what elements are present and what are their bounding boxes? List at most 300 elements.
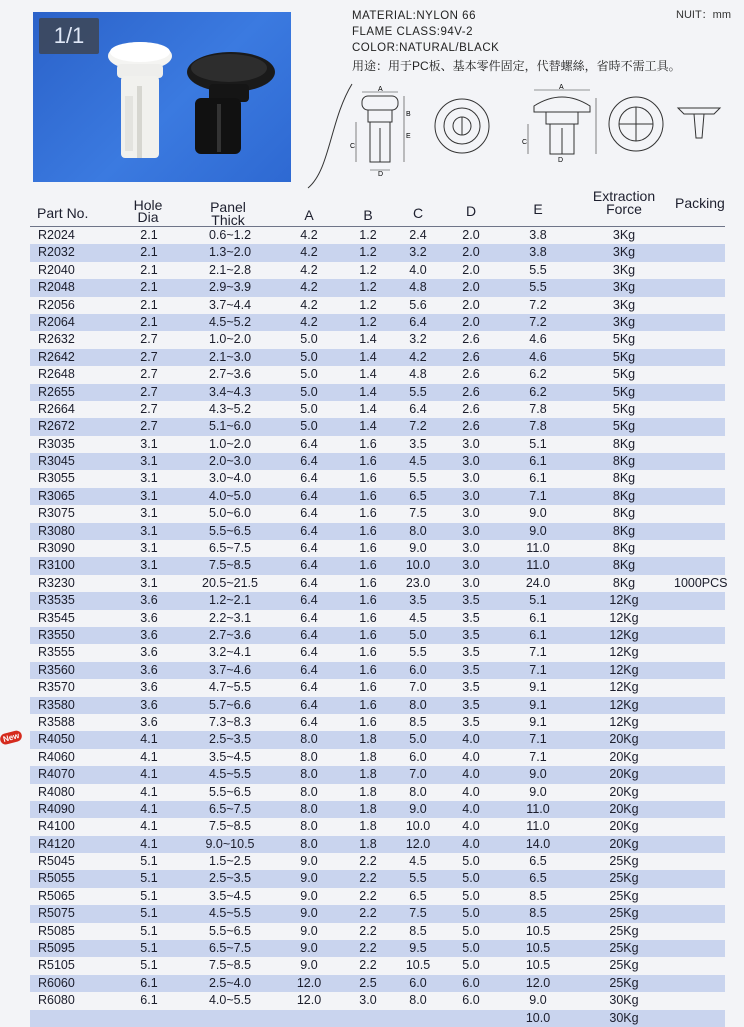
cell-e: 11.0 [526,558,550,573]
cell-d: 2.0 [462,262,480,277]
cell-d: 2.6 [462,367,480,382]
cell-force: 8Kg [612,506,636,521]
cell-hole: 3.6 [140,697,158,712]
cell-b: 1.2 [359,280,377,295]
cell-d: 5.0 [462,854,480,869]
cell-a: 6.4 [300,645,318,660]
cell-part: R5075 [38,906,75,921]
cell-force: 8Kg [612,436,636,451]
table-row [30,610,725,627]
table-row [30,697,725,714]
cell-a: 6.4 [300,593,318,608]
cell-e: 3.8 [529,245,547,260]
cell-a: 4.2 [300,297,318,312]
cell-c: 5.5 [409,471,427,486]
cell-d: 4.0 [462,732,480,747]
cell-c: 4.5 [409,610,427,625]
cell-force: 3Kg [612,245,636,260]
cell-c: 8.5 [409,923,427,938]
cell-force: 12Kg [609,662,639,677]
table-row [30,592,725,609]
cell-c: 7.5 [409,906,427,921]
cell-a: 6.4 [300,697,318,712]
cell-hole: 2.1 [140,280,158,295]
cell-part: R2664 [38,401,75,416]
cell-d: 4.0 [462,784,480,799]
cell-part: R3100 [38,558,75,573]
cell-part: R3055 [38,471,75,486]
table-row [30,314,725,331]
cell-e: 7.1 [529,732,547,747]
cell-hole: 3.1 [140,541,158,556]
cell-part: R5085 [38,923,75,938]
cell-force: 20Kg [609,836,639,851]
spec-block [352,8,681,74]
cell-force: 12Kg [609,610,639,625]
cell-panel: 6.5~7.5 [208,941,252,956]
cell-b: 1.6 [359,454,377,469]
cell-hole: 6.1 [140,993,158,1008]
cell-e: 9.1 [529,680,547,695]
cell-part: R5095 [38,941,75,956]
cell-c: 4.5 [409,454,427,469]
cell-part: R2032 [38,245,75,260]
cell-c: 7.5 [409,506,427,521]
new-badge: New [0,730,23,746]
cell-c: 9.5 [409,941,427,956]
cell-part: R2040 [38,262,75,277]
cell-force: 5Kg [612,349,636,364]
cell-part: R2024 [38,228,75,242]
cell-d: 3.0 [462,454,480,469]
cell-panel: 4.3~5.2 [208,401,252,416]
cell-a: 9.0 [300,923,318,938]
cell-part: R2642 [38,349,75,364]
cell-e: 7.2 [529,314,547,329]
cell-hole: 4.1 [140,819,158,834]
cell-c: 3.2 [409,332,427,347]
cell-hole: 3.1 [140,454,158,469]
cell-d: 3.5 [462,645,480,660]
cell-part: R5065 [38,888,75,903]
cell-a: 8.0 [300,749,318,764]
cell-e: 5.1 [529,436,547,451]
cell-a: 9.0 [300,941,318,956]
cell-part: R2655 [38,384,75,399]
cell-force: 3Kg [612,314,636,329]
cell-force: 20Kg [609,819,639,834]
table-row [30,349,725,366]
cell-d: 3.0 [462,523,480,538]
cell-c: 7.0 [409,680,427,695]
rivet-install-icon [674,98,725,148]
table-body [2,227,728,1027]
cell-panel: 4.0~5.0 [208,488,252,503]
header-panel-1: Panel [210,199,246,215]
table-row [30,297,725,314]
cell-e: 14.0 [525,836,551,851]
cell-panel: 4.5~5.2 [208,314,252,329]
cell-b: 2.2 [359,941,377,956]
cell-e: 5.5 [529,262,547,277]
cell-force: 25Kg [609,941,639,956]
cell-c: 12.0 [405,836,431,851]
cell-a: 6.4 [300,541,318,556]
cell-force: 5Kg [612,332,636,347]
cell-b: 1.8 [359,819,377,834]
cell-d: 3.0 [462,436,480,451]
cell-hole: 4.1 [140,767,158,782]
cell-part: R4100 [38,819,75,834]
table-row [30,818,725,835]
cell-d: 6.0 [462,993,480,1008]
page-indicator[interactable]: 1/1 [39,18,99,54]
cell-b: 1.6 [359,541,377,556]
dim-label-c-2: C [522,139,528,146]
cell-d: 3.0 [462,575,480,590]
cell-d: 5.0 [462,888,480,903]
cell-d: 2.6 [462,401,480,416]
cell-b: 1.6 [359,680,377,695]
cell-hole: 2.7 [140,367,158,382]
cell-d: 3.5 [462,627,480,642]
cell-b: 1.2 [359,314,377,329]
cell-c: 10.0 [405,558,431,573]
cell-hole: 3.6 [140,680,158,695]
cell-hole: 3.6 [140,662,158,677]
cell-part: R4050 [38,732,75,747]
cell-e: 12.0 [525,975,551,990]
cell-a: 5.0 [300,401,318,416]
cell-part: R3550 [38,627,75,642]
cell-panel: 2.5~3.5 [208,732,252,747]
cell-a: 6.4 [300,662,318,677]
table-row [30,505,725,522]
cell-part: R3045 [38,454,75,469]
cell-force: 25Kg [609,958,639,973]
cell-a: 4.2 [300,314,318,329]
cell-c: 4.8 [409,280,427,295]
cell-c: 8.5 [409,714,427,729]
table-row [30,679,725,696]
cell-c: 6.0 [409,749,427,764]
cell-d: 3.5 [462,662,480,677]
cell-force: 5Kg [612,401,636,416]
color-text: COLOR:NATURAL/BLACK [352,42,500,54]
cell-hole: 4.1 [140,836,158,851]
table-row [30,384,725,401]
cell-hole: 3.1 [140,488,158,503]
header-c: C [412,205,424,221]
cell-panel: 3.2~4.1 [208,645,252,660]
cell-force: 3Kg [612,280,636,295]
cell-a: 6.4 [300,454,318,469]
cell-d: 2.0 [462,245,480,260]
cell-a: 8.0 [300,801,318,816]
cell-hole: 2.7 [140,401,158,416]
dim-label-b: B [406,111,411,118]
cell-hole: 2.7 [140,332,158,347]
cell-force: 25Kg [609,888,639,903]
cell-c: 4.2 [409,349,427,364]
cell-b: 1.6 [359,697,377,712]
cell-hole: 3.1 [140,506,158,521]
cell-c: 10.5 [405,958,431,973]
cell-d: 5.0 [462,958,480,973]
table-row [30,470,725,487]
cell-e: 7.1 [529,645,547,660]
cell-b: 1.8 [359,836,377,851]
cell-e: 4.6 [529,349,547,364]
cell-a: 6.4 [300,575,318,590]
cell-panel: 2.0~3.0 [208,454,252,469]
cell-d: 4.0 [462,836,480,851]
cell-hole: 5.1 [140,906,158,921]
cell-c: 2.4 [409,228,427,242]
cell-force: 12Kg [609,593,639,608]
rivet-diagram-top-1 [432,96,492,156]
cell-a: 5.0 [300,419,318,434]
cell-panel: 3.0~4.0 [208,471,252,486]
cell-c: 4.0 [409,262,427,277]
cell-d: 3.0 [462,488,480,503]
cell-e: 8.5 [529,906,547,921]
cell-b: 1.4 [359,349,377,364]
cell-force: 8Kg [612,471,636,486]
cell-d: 3.0 [462,506,480,521]
cell-a: 5.0 [300,349,318,364]
cell-hole: 2.1 [140,245,158,260]
table-row [30,905,725,922]
cell-panel: 20.5~21.5 [202,575,258,590]
dim-label-c: C [350,143,356,150]
cell-panel: 1.2~2.1 [208,593,252,608]
cell-hole: 5.1 [140,871,158,886]
cell-hole: 3.1 [140,471,158,486]
cell-c: 6.4 [409,314,427,329]
cell-d: 6.0 [462,975,480,990]
cell-d: 2.0 [462,280,480,295]
black-rivet-image [181,48,276,158]
cell-force: 5Kg [612,419,636,434]
cell-hole: 4.1 [140,801,158,816]
header-force-2: Force [606,201,642,217]
cell-c: 7.2 [409,419,427,434]
cell-force: 20Kg [609,732,639,747]
cell-panel: 4.0~5.5 [208,993,252,1008]
cell-a: 9.0 [300,958,318,973]
cell-part: R3075 [38,506,75,521]
cell-d: 3.5 [462,610,480,625]
cell-panel: 6.5~7.5 [208,541,252,556]
cell-e: 6.1 [529,471,547,486]
cell-hole: 3.1 [140,436,158,451]
cell-panel: 2.1~2.8 [208,262,252,277]
cell-force: 25Kg [609,923,639,938]
header-d: D [465,203,477,219]
cell-e: 7.8 [529,419,547,434]
cell-panel: 4.5~5.5 [208,767,252,782]
rivet-diagram-side-1 [348,86,412,176]
cell-e: 9.0 [529,767,547,782]
cell-c: 5.5 [409,645,427,660]
cell-part: R3090 [38,541,75,556]
cell-part: R3570 [38,680,75,695]
table-row [30,366,725,383]
cell-d: 2.6 [462,419,480,434]
cell-b: 1.6 [359,488,377,503]
cell-panel: 1.3~2.0 [208,245,252,260]
cell-panel: 7.3~8.3 [208,714,252,729]
cell-part: R4080 [38,784,75,799]
cell-hole: 3.1 [140,523,158,538]
cell-a: 5.0 [300,332,318,347]
cell-b: 1.6 [359,506,377,521]
cell-e: 9.0 [529,506,547,521]
cell-hole: 5.1 [140,854,158,869]
cell-d: 2.6 [462,384,480,399]
table-row [30,331,725,348]
cell-part: R6060 [38,975,75,990]
cell-b: 1.8 [359,801,377,816]
cell-b: 1.8 [359,784,377,799]
dim-label-a-2: A [559,84,564,91]
cell-b: 2.2 [359,906,377,921]
table-row [30,957,725,974]
table-row [30,557,725,574]
cell-force: 12Kg [609,680,639,695]
cell-panel: 5.7~6.6 [208,697,252,712]
cell-c: 6.5 [409,888,427,903]
cell-panel: 7.5~8.5 [208,958,252,973]
header-panel-2: Thick [211,212,245,228]
cell-b: 2.2 [359,854,377,869]
cell-force: 5Kg [612,384,636,399]
cell-a: 8.0 [300,836,318,851]
cell-e: 6.1 [529,610,547,625]
cell-c: 8.0 [409,697,427,712]
cell-e: 6.1 [529,627,547,642]
cell-part: R4120 [38,836,75,851]
cell-c: 3.5 [409,436,427,451]
cell-d: 5.0 [462,941,480,956]
cell-a: 4.2 [300,262,318,277]
cell-hole: 6.1 [140,975,158,990]
table-row [30,244,725,261]
cell-panel: 5.0~6.0 [208,506,252,521]
cell-a: 5.0 [300,367,318,382]
header-hole-1: Hole [133,197,163,213]
cell-c: 8.0 [409,523,427,538]
cell-part: R5105 [38,958,75,973]
cell-b: 1.4 [359,384,377,399]
cell-b: 1.4 [359,401,377,416]
cell-e: 11.0 [526,819,550,834]
cell-force: 8Kg [612,488,636,503]
cell-e: 3.8 [529,228,547,242]
cell-panel: 7.5~8.5 [208,819,252,834]
cell-part: R4060 [38,749,75,764]
cell-force: 12Kg [609,714,639,729]
rivet-diagram-side-2 [522,84,602,164]
cell-c: 3.5 [409,593,427,608]
cell-a: 9.0 [300,854,318,869]
cell-a: 8.0 [300,767,318,782]
cell-d: 3.0 [462,541,480,556]
cell-a: 4.2 [300,228,318,242]
cell-e: 5.5 [529,280,547,295]
cell-force: 8Kg [612,575,636,590]
cell-part: R2648 [38,367,75,382]
cell-d: 4.0 [462,819,480,834]
cell-e: 7.1 [529,662,547,677]
cell-e: 7.1 [529,488,547,503]
cell-b: 1.4 [359,419,377,434]
header-packing: Packing [675,195,725,211]
cell-c: 5.5 [409,384,427,399]
table-row [30,714,725,731]
cell-e: 10.5 [525,958,551,973]
table-row [30,279,725,296]
cell-part: R2672 [38,419,75,434]
cell-a: 8.0 [300,732,318,747]
dim-label-a: A [378,86,383,93]
cell-b: 1.4 [359,367,377,382]
cell-b: 2.5 [359,975,377,990]
cell-b: 1.6 [359,645,377,660]
cell-panel: 5.5~6.5 [208,784,252,799]
cell-panel: 4.5~5.5 [208,906,252,921]
cell-e: 9.0 [529,523,547,538]
header-b: B [363,207,373,223]
cell-b: 1.6 [359,575,377,590]
cell-a: 8.0 [300,819,318,834]
cell-part: R6080 [38,993,75,1008]
cell-force: 25Kg [609,854,639,869]
cell-e: 9.1 [529,714,547,729]
cell-hole: 2.1 [140,297,158,312]
cell-e: 9.0 [529,784,547,799]
cell-part: R2064 [38,314,75,329]
cell-a: 6.4 [300,627,318,642]
rivet-diagram-top-2 [606,94,666,154]
cell-part: R3230 [38,575,75,590]
cell-d: 4.0 [462,767,480,782]
cell-panel: 3.7~4.4 [208,297,252,312]
cell-hole: 3.6 [140,627,158,642]
cell-hole: 5.1 [140,888,158,903]
table-row [30,853,725,870]
cell-panel: 1.0~2.0 [208,332,252,347]
cell-e: 6.5 [529,871,547,886]
cell-a: 8.0 [300,784,318,799]
cell-b: 1.6 [359,523,377,538]
cell-d: 3.5 [462,593,480,608]
cell-panel: 2.9~3.9 [208,280,252,295]
cell-panel: 2.7~3.6 [208,367,252,382]
cell-hole: 2.7 [140,419,158,434]
cell-e: 7.2 [529,297,547,312]
cell-panel: 3.4~4.3 [208,384,252,399]
cell-force: 12Kg [609,697,639,712]
cell-b: 1.8 [359,732,377,747]
cell-hole: 3.6 [140,593,158,608]
cell-hole: 2.1 [140,314,158,329]
product-photo [33,12,291,182]
table-row [2,731,725,748]
cell-hole: 2.1 [140,228,158,242]
cell-hole: 3.1 [140,558,158,573]
